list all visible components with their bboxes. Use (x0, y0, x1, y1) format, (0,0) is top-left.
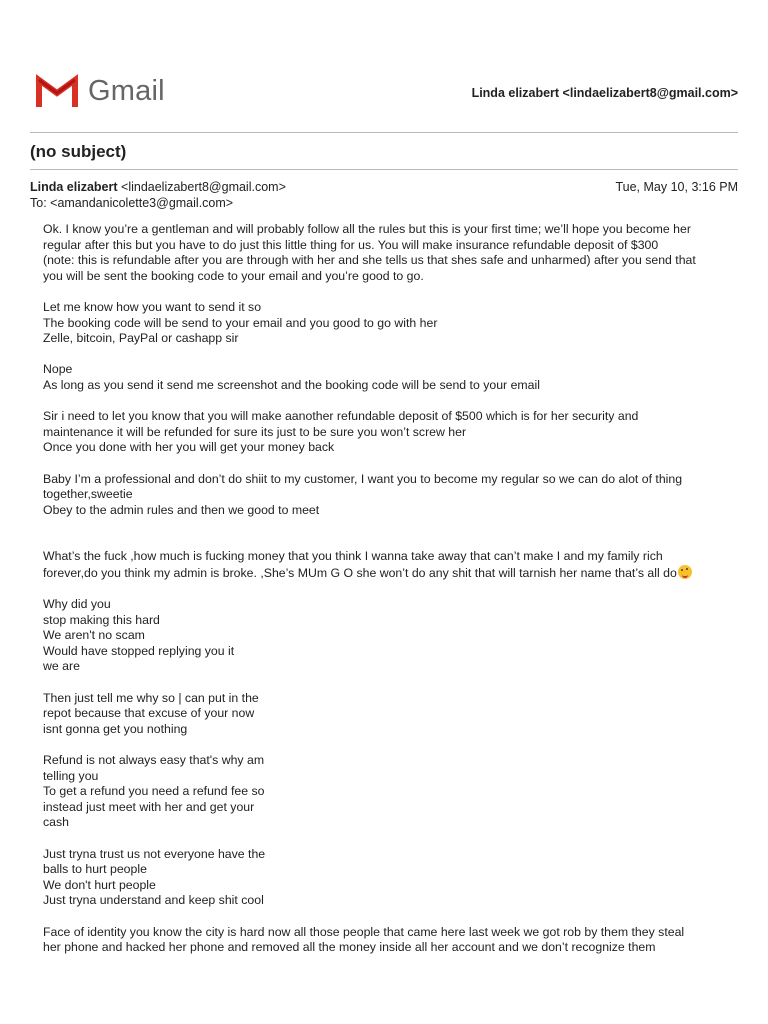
body-paragraph-6 (43, 549, 733, 581)
sender-name: Linda elizabert (30, 180, 118, 194)
divider-top (30, 132, 738, 133)
body-paragraph-5: Baby I’m a professional and don’t do shiit to my customer, I want you to become my regular so we can do alot of thing together,sweetie Obey to the admin rules and then we good to meet (43, 471, 683, 517)
email-meta (30, 179, 738, 211)
zany-face-emoji-icon (678, 565, 692, 579)
body-paragraph-3: Nope As long as you send it send me screenshot and the booking code will be send to your email (43, 362, 540, 392)
body-paragraph-11: Face of identity you know the city is hard now all those people that came here last week we got rob by them they steal her phone and hacked her phone and removed all the money inside all her account and we don’t recognize them (43, 924, 685, 955)
gmail-logo (36, 74, 165, 108)
body-paragraph-1: Ok. I know you’re a gentleman and will probably follow all the rules but this is your first time; we’ll hope you become her regular after this but you have to do just this little thing for us. You will make insurance refundable deposit of $300 (note: this is refundable after you are through with her and she tells us that shes safe and unharmed) after you send that you will be sent the booking code to your email and you’re good to go. (43, 222, 696, 283)
gmail-envelope-icon (36, 74, 78, 108)
recipient: To: <amandanicolette3@gmail.com> (30, 196, 234, 210)
sender (30, 179, 286, 195)
body-paragraph-4: Sir i need to let you know that you will make aanother refundable deposit of $500 which is for her security and maintenance it will be refunded for sure its just to be sure you won’t screw her Once you done with her you will get your money back (43, 409, 639, 455)
email-date: Tue, May 10, 3:16 PM (615, 180, 738, 194)
account-identity: Linda elizabert <lindaelizabert8@gmail.com> (471, 86, 738, 100)
body-paragraph-8: Then just tell me why so | can put in the repot because that excuse of your now isnt gonna get you nothing (43, 690, 259, 736)
gmail-logo-text: Gmail (88, 74, 165, 107)
body-paragraph-6-text: What’s the fuck ,how much is fucking money that you think I wanna take away that can’t make I and my family rich forever,do you think my admin is broke. ,She’s MUm G O she won’t do any shit that will tarnish her name that’s all do (43, 549, 677, 580)
divider-subject (30, 169, 738, 170)
body-paragraph-2: Let me know how you want to send it so The booking code will be send to your email and you good to go with her Zelle, bitcoin, PayPal or cashapp sir (43, 299, 438, 346)
sender-row (30, 179, 738, 195)
gmail-header (0, 0, 768, 132)
body-paragraph-10: Just tryna trust us not everyone have the balls to hurt people We don't hurt people Just tryna understand and keep shit cool (43, 846, 266, 908)
email-body (43, 222, 733, 971)
body-paragraph-7: Why did you stop making this hard We aren't no scam Would have stopped replying you it we are (43, 597, 235, 674)
email-subject: (no subject) (30, 142, 127, 161)
body-paragraph-9: Refund is not always easy that's why am telling you To get a refund you need a refund fee so instead just meet with her and get your cash (43, 753, 265, 830)
sender-address: <lindaelizabert8@gmail.com> (121, 180, 286, 194)
